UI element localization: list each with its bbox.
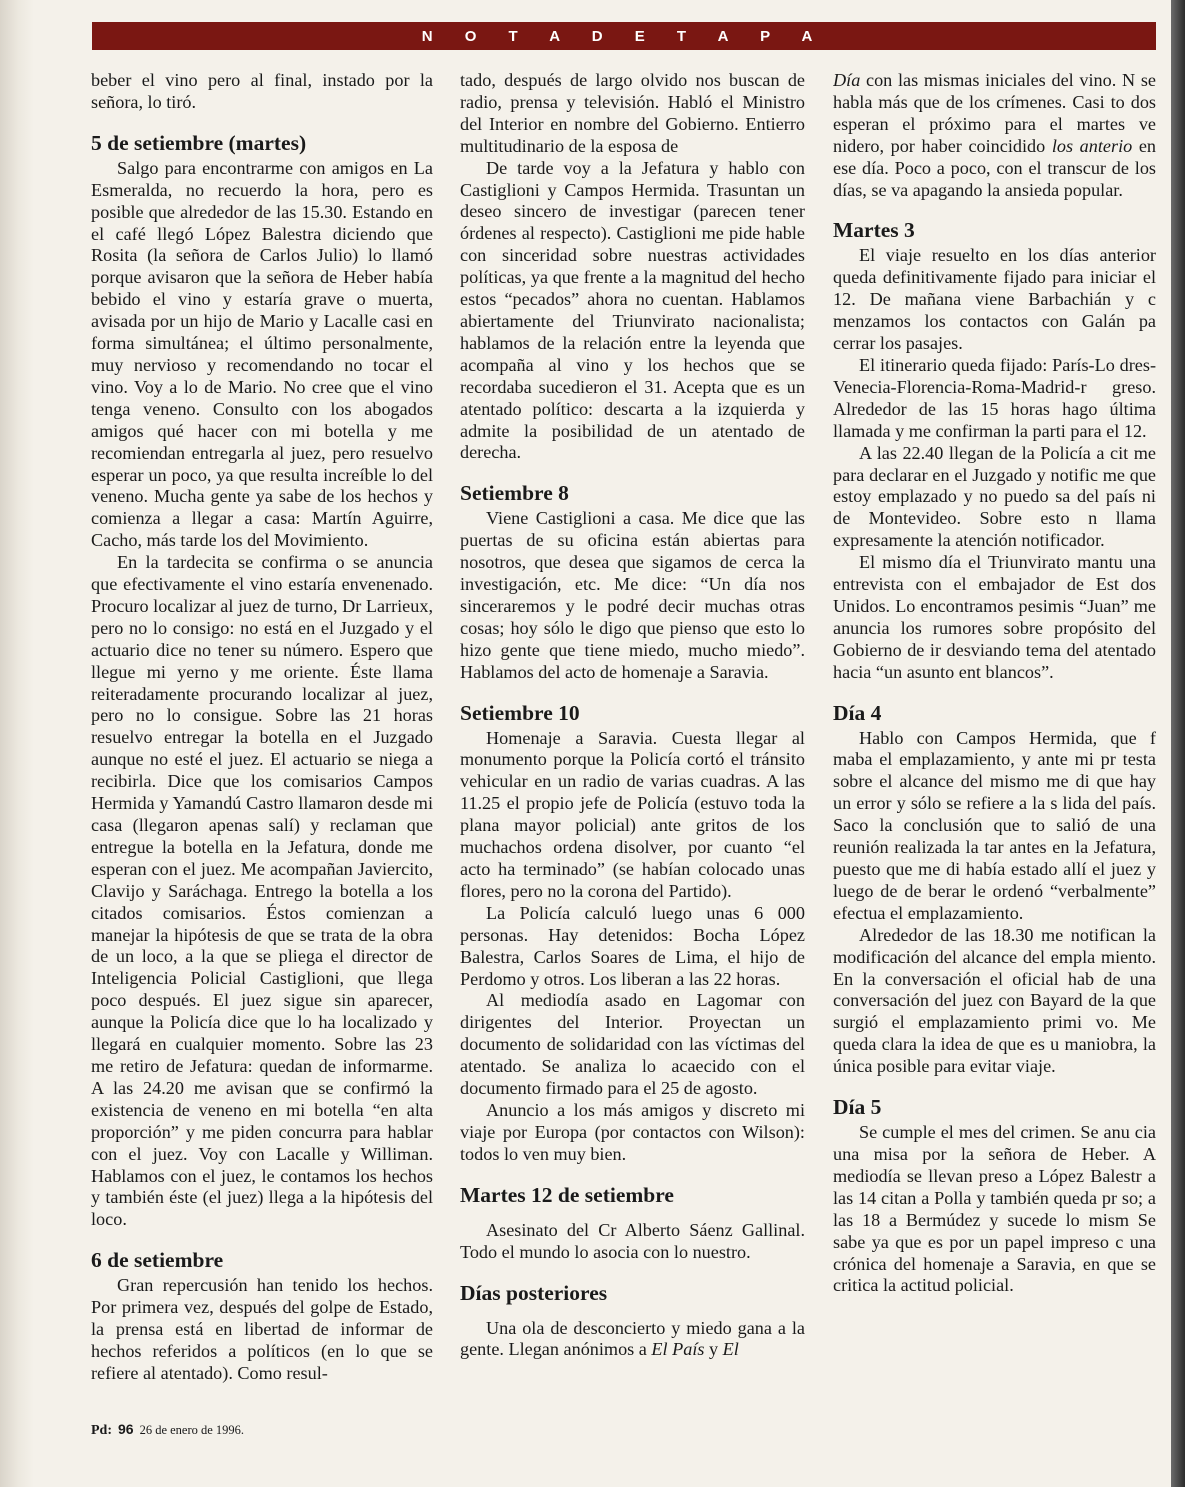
issue-date: 26 de enero de 1996. <box>139 1423 245 1437</box>
paragraph: En la tardecita se confirma o se anuncia que efectivamente el vino estaría envenenado. Procuro localizar al juez de turno, Dr Larrieux, pero no lo consigo: no está en el Juzgado y el actuario dice no tener su número. Espero que llegue mi yerno y me oriente. Éste llama reiteradamente procurando localizar al juez, pero no lo consigue. Sobre las 21 horas resuelvo entregar la botella en el Juzgado aunque no esté el juez. El actuario se niega a recibirla. Dice que los comisarios Campos Hermida y Yamandú Castro llamaron desde mi casa (llegaron apenas salí) y reclaman que entregue la botella en la Jefatura, donde me esperan con el juez. Me acompañan Javiercito, Clavijo y Saráchaga. Entrego la botella a los citados comisarios. Éstos comienzan a manejar la hipótesis de que se trata de la obra de un loco, a la que se pliega el director de Inteligencia Policial Castiglioni, que llega poco después. El juez sigue sin aparecer, aunque la Policía dice que lo ha localizado y llegará en cualquier momento. Sobre las 23 me retiro de Jefatura: quedan de informarme. A las 24.20 me avisan que se confirmó la existencia de veneno en mi botella “en alta proporción” y me piden concurra para hablar con el juez. Voy con Lacalle y Williman. Hablamos con el juez, le contamos los hechos y también éste (el juez) llega a la hipótesis del loco. <box>91 552 433 1230</box>
paragraph: Hablo con Campos Hermida, que f maba el emplazamiento, y ante mi pr testa sobre el alcance del mismo me di que hay un error y sólo se refiere a la s lida del país. Saco la conclusión que to salió de una reunión realizada la tar antes en la Jefatura, puesto que me di había estado allí el juez y luego de de berar le ordenó “verbalmente” efectua el emplazamiento. <box>833 727 1156 923</box>
page-number: 96 <box>118 1421 134 1437</box>
text-run: y <box>704 1339 723 1360</box>
text-run: en ese día. Poco a poco, con el transcur de los días, se va apagando la ansieda popular. <box>833 135 1156 200</box>
paragraph: beber el vino pero al final, instado por la señora, lo tiró. <box>91 70 433 112</box>
paragraph: Homenaje a Saravia. Cuesta llegar al monumento porque la Policía cortó el tránsito vehicular en un radio de varias cuadras. A las 11.25 el propio jefe de Policía (estuvo toda la plana mayor policial) ante gritos de los muchachos ordena disolver, por cuanto “el acto ha terminado” (se habían colocado unas flores, pero no la corona del Partido). <box>460 727 805 901</box>
newspaper-name: El <box>722 1339 739 1360</box>
newspaper-name: El País <box>651 1339 705 1360</box>
section-header-bar <box>92 22 1156 50</box>
section-heading: Días posteriores <box>460 1280 608 1305</box>
paragraph: Gran repercusión han tenido los hechos. Por primera vez, después del golpe de Estado, la prensa está en libertad de informar de hechos referidos a políticos (en lo que se refiere al atentado). Como resul- <box>91 1275 433 1383</box>
section-heading: Setiembre 8 <box>460 481 569 506</box>
text-run: Una ola de desconcierto y miedo gana a la gente. Llegan anónimos a <box>460 1317 805 1360</box>
paragraph: tado, después de largo olvido nos buscan de radio, prensa y televisión. Habló el Ministro del Interior en nombre del Gobierno. Entierro multitudinario de la esposa de <box>460 70 805 156</box>
section-heading: Martes 12 de setiembre <box>460 1182 674 1207</box>
paragraph: Salgo para encontrarme con amigos en La Esmeralda, no recuerdo la hora, pero es posible que alrededor de las 15.30. Estando en el café llegó López Balestra diciendo que Rosita (la señora de Carlos Julio) lo llamó porque avisaron que la señora de Heber había bebido el vino y estaría grave o muerta, avisada por un hijo de Mario y Lacalle casi en forma simultánea; el último personalmente, muy nervioso y recomendando no tocar el vino. Voy a lo de Mario. No cree que el vino tenga veneno. Consulto con los abogados amigos qué hacer con mi botella y me recomiendan entregarla al juez, pero resuelvo esperar un poco, ya que resulta increíble lo del veneno. Mucha gente ya sabe de los hechos y comienza a llegar a casa: Martín Aguirre, Cacho, más tarde los del Movimiento. <box>91 157 433 551</box>
section-heading: Día 5 <box>833 1095 882 1120</box>
section-heading: Setiembre 10 <box>460 700 580 725</box>
section-heading: Martes 3 <box>833 218 915 243</box>
section-heading: Día 4 <box>833 700 882 725</box>
paragraph <box>460 1318 805 1362</box>
paragraph: Viene Castiglioni a casa. Me dice que las puertas de su oficina están abiertas para nosotros, que desea que sigamos de cerca la investigación, etc. Me dice: “Un día nos sinceraremos y le podré decir muchas otras cosas; hoy sólo le digo que pienso que esto lo hizo gente que tiene miedo, mucho miedo”. Hablamos del acto de homenaje a Saravia. <box>460 508 805 682</box>
paragraph <box>833 70 1156 201</box>
paragraph: De tarde voy a la Jefatura y hablo con Castiglioni y Campos Hermida. Trasuntan un deseo sincero de investigar (parecen tener órdenes al respecto). Castiglioni me pide hable con sinceridad sobre nuestras actividades políticas, ya que frente a la magnitud del hecho estos “pecados” ahora no cuentan. Hablamos abiertamente del Triunvirato nacionalista; hablamos de la relación entre la leyenda que acompaña al vino y los hechos que se recordaba sucedieron el 31. Acepta que es un atentado político: descarta a la izquierda y admite la posibilidad de un atentado de derecha. <box>460 157 805 463</box>
paragraph: El itinerario queda fijado: París-Lo dres-Venecia-Florencia-Roma-Madrid-r greso. Alrededor de las 15 horas hago última llamada y me confirman la parti para el 12. <box>833 354 1156 441</box>
magazine-logo: Pd: <box>91 1423 112 1438</box>
article-column-3 <box>833 70 1156 1430</box>
section-heading: 5 de setiembre (martes) <box>91 130 307 155</box>
text-run: con las mismas iniciales del vino. N se habla más que de los crímenes. Casi to dos esperan el próximo para el martes ve nidero, por haber coincidido <box>833 70 1156 156</box>
paragraph: A las 22.40 llegan de la Policía a cit me para declarar en el Juzgado y notific me que estoy emplazado y no puedo sa del país ni de Montevideo. Sobre esto n llama expresamente la atención notificador. <box>833 442 1156 551</box>
page-edge-shadow <box>1171 0 1185 1487</box>
paragraph: Se cumple el mes del crimen. Se anu cia una misa por la señora de Heber. A mediodía se llevan preso a López Balestr a las 14 citan a Polla y también queda pr so; a las 18 a Bermúdez y sucede lo mism Se sabe ya que es por un papel impreso c una crónica del homenaje a Saravia, en que se critica la actitud policial. <box>833 1122 1156 1296</box>
paragraph: La Policía calculó luego unas 6 000 personas. Hay detenidos: Bocha López Balestra, Carlos Soares de Lima, el hijo de Perdomo y otros. Los liberan a las 22 horas. <box>460 902 805 989</box>
text-run-italic: los anterio <box>1051 135 1133 156</box>
paragraph: Al mediodía asado en Lagomar con dirigentes del Interior. Proyectan un documento de solidaridad con las víctimas del atentado. Se analiza lo acaecido con el documento firmado para el 25 de agosto. <box>460 990 805 1099</box>
article-column-2 <box>460 70 805 1361</box>
section-heading: 6 de setiembre <box>91 1248 224 1273</box>
section-title: N O T A D E T A P A <box>421 27 827 45</box>
paragraph: Asesinato del Cr Alberto Sáenz Gallinal. Todo el mundo lo asocia con lo nuestro. <box>460 1219 805 1262</box>
paragraph: Alrededor de las 18.30 me notifican la modificación del alcance del empla miento. En la conversación el oficial hab de una conversación del juez con Bayard de la que surgió el emplazamiento primi vo. Me queda clara la idea de que es u maniobra, la única posible para evitar viaje. <box>833 924 1156 1077</box>
paragraph: El viaje resuelto en los días anterior queda definitivamente fijado para iniciar el 12. De mañana viene Barbachián y c menzamos los contactos con Galán pa cerrar los pasajes. <box>833 245 1156 354</box>
page-footer <box>91 1421 244 1439</box>
page-binding-shadow <box>0 0 34 1487</box>
paragraph: El mismo día el Triunvirato mantu una entrevista con el embajador de Est dos Unidos. Lo encontramos pesimis “Juan” me anuncia los rumores sobre propósito del Gobierno de ir desviando tema del atentado hacia “un asunto ent blancos”. <box>833 552 1156 682</box>
article-column-1 <box>91 70 433 1385</box>
paragraph: Anuncio a los más amigos y discreto mi viaje por Europa (por contactos con Wilson): todos lo ven muy bien. <box>460 1099 805 1164</box>
newspaper-name: Día <box>833 70 861 90</box>
